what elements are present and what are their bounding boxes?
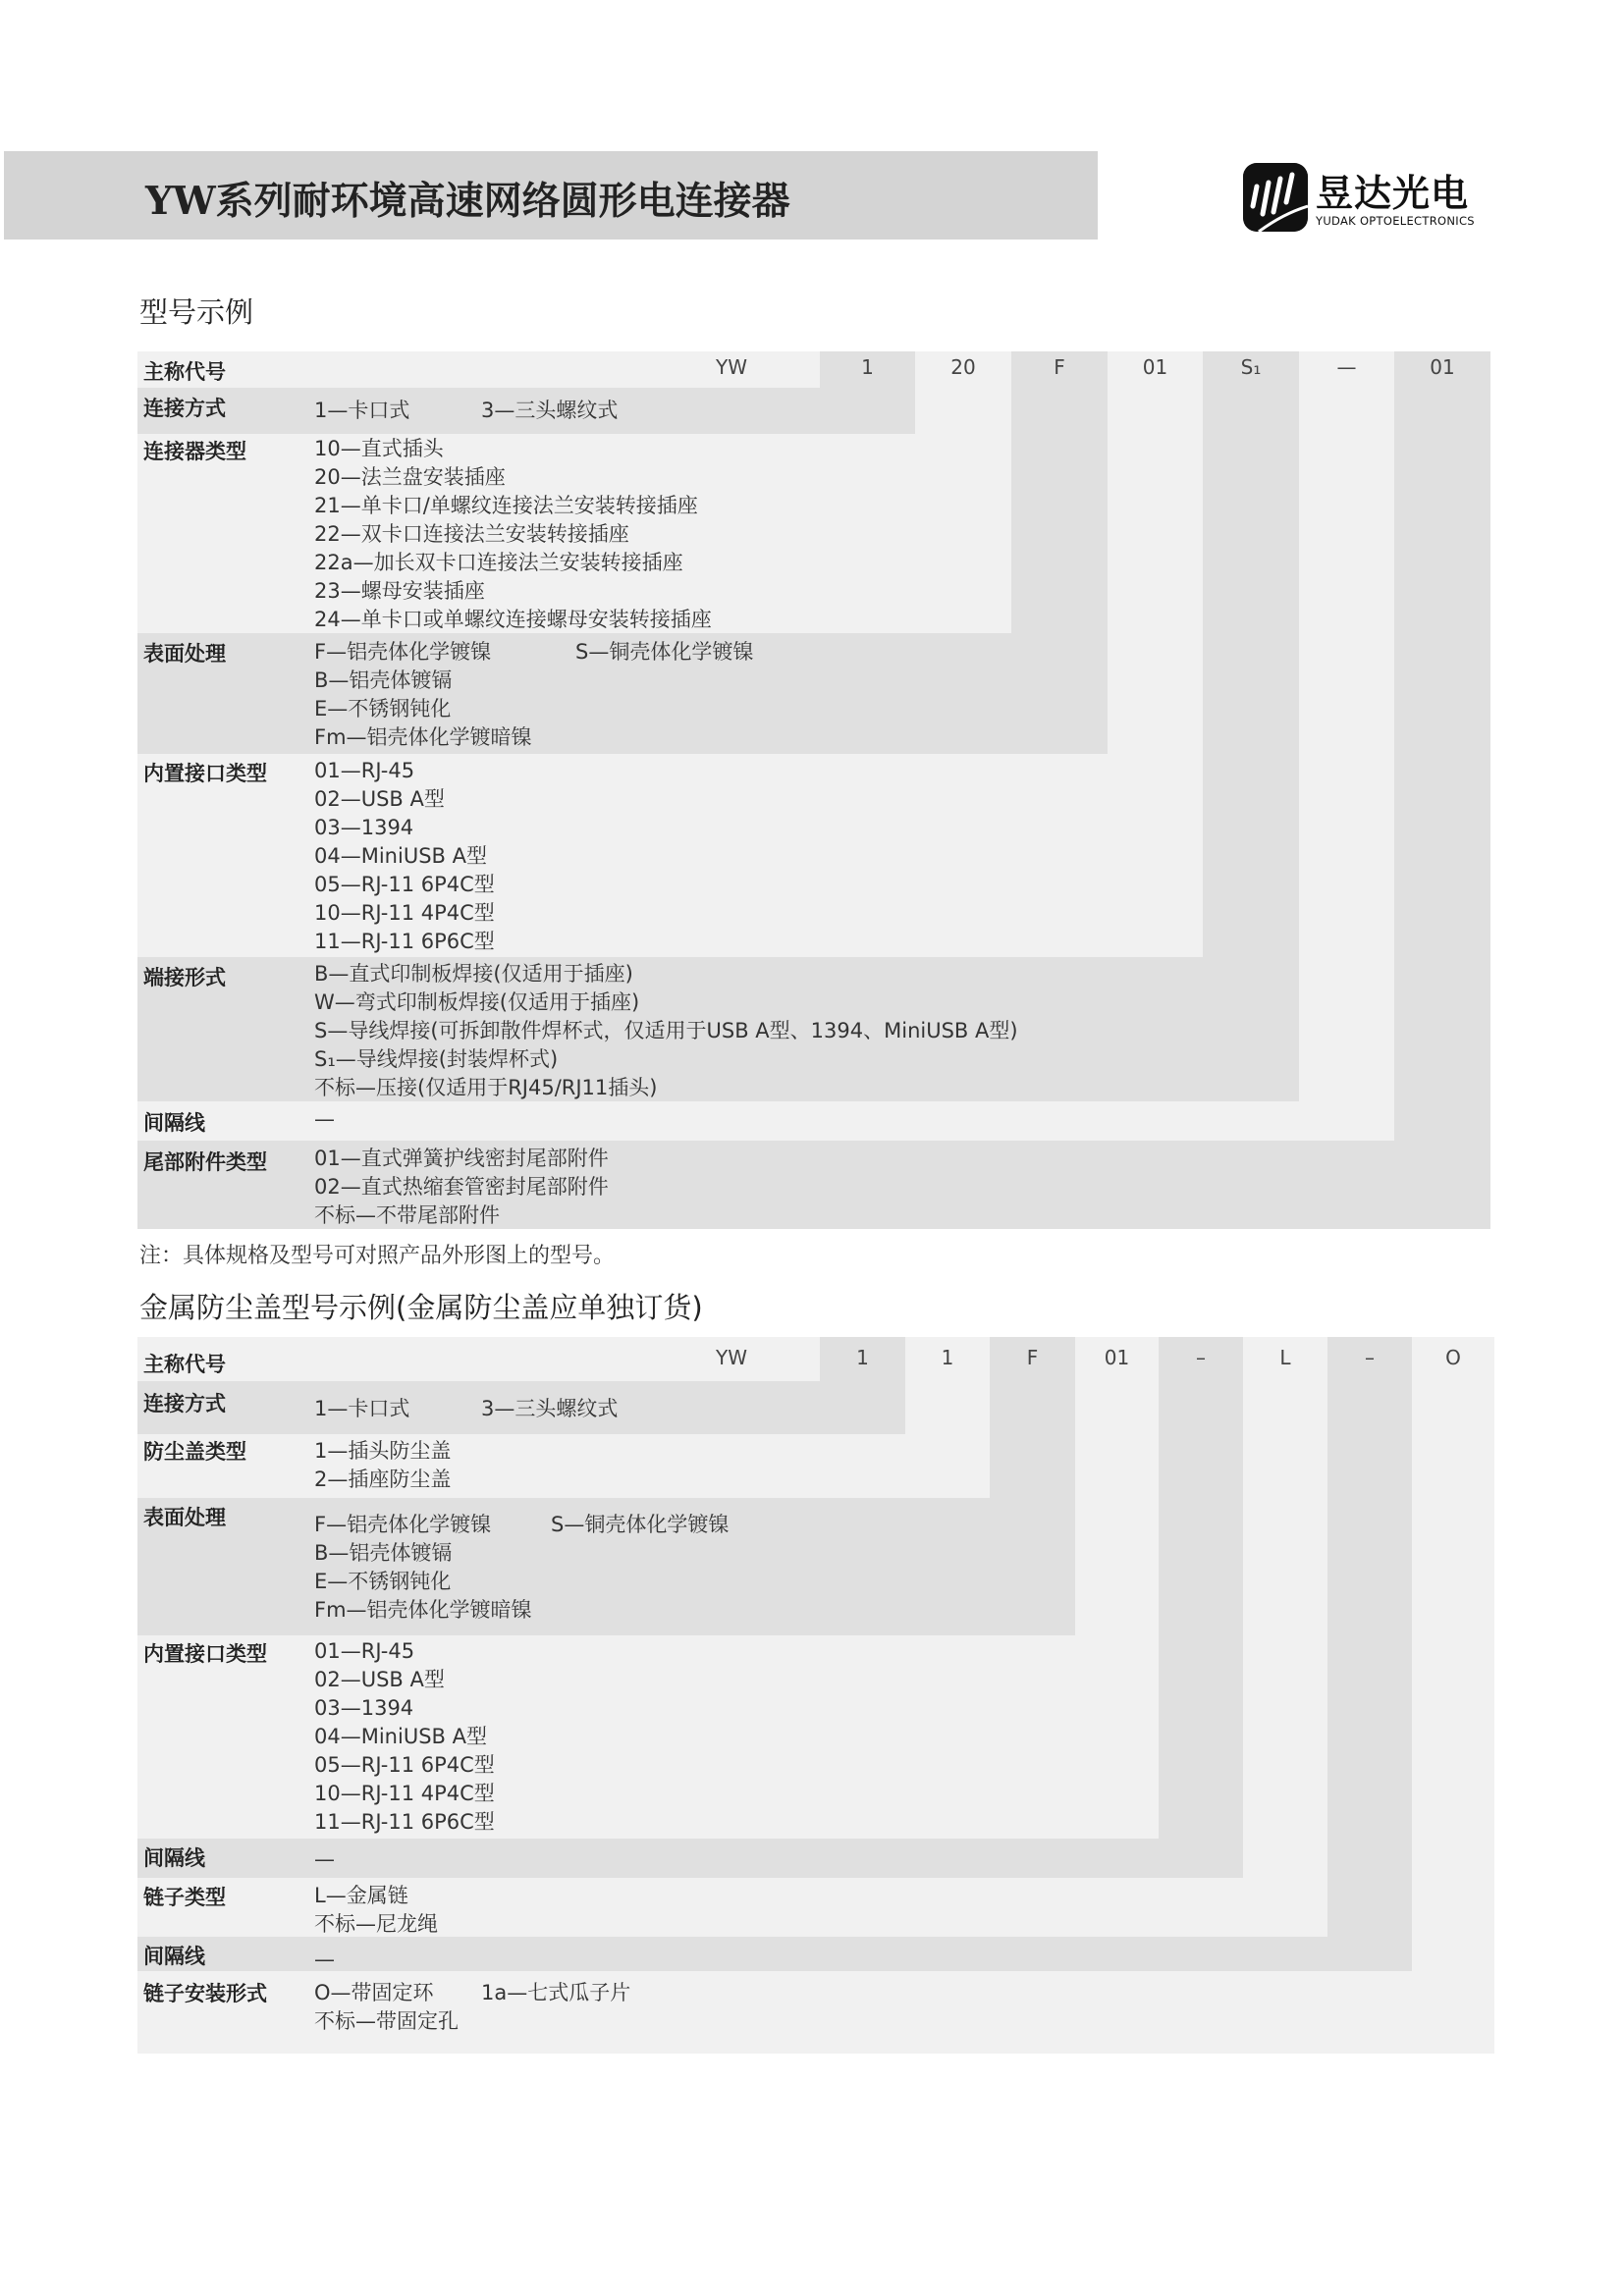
option-item: 01—RJ-45 bbox=[314, 759, 415, 782]
code-termination: S₁ bbox=[1240, 355, 1262, 379]
row-options bbox=[314, 638, 753, 752]
row-label: 表面处理 bbox=[143, 1506, 226, 1529]
option-item: S₁—导线焊接(封装焊杯式) bbox=[314, 1047, 559, 1071]
code-column-bg bbox=[1327, 1337, 1412, 1971]
code-tail-accessory: 01 bbox=[1430, 355, 1455, 379]
option-item: 11—RJ-11 6P6C型 bbox=[314, 930, 495, 953]
option-item: 1a—七式瓜子片 bbox=[481, 1981, 631, 2004]
row-label: 表面处理 bbox=[143, 642, 226, 666]
row-options bbox=[314, 1105, 335, 1134]
option-item: 21—单卡口/单螺纹连接法兰安装转接插座 bbox=[314, 494, 698, 517]
row-options bbox=[314, 1946, 335, 1974]
option-item: B—铝壳体镀镉 bbox=[314, 668, 453, 692]
row-label: 主称代号 bbox=[143, 360, 226, 384]
row-label: 尾部附件类型 bbox=[143, 1150, 267, 1174]
option-item: F—铝壳体化学镀镍 bbox=[314, 1513, 492, 1536]
option-item: 3—三头螺纹式 bbox=[481, 1397, 619, 1420]
code-chain-mount: O bbox=[1445, 1346, 1461, 1369]
row-label: 内置接口类型 bbox=[143, 1642, 267, 1666]
code-chain-type: L bbox=[1279, 1346, 1291, 1369]
option-item: 不标—带固定孔 bbox=[314, 2009, 459, 2033]
logo-name-en: YUDAK OPTOELECTRONICS bbox=[1316, 214, 1475, 228]
option-item: 05—RJ-11 6P4C型 bbox=[314, 1753, 495, 1777]
row-label: 连接方式 bbox=[143, 397, 226, 420]
option-item: 04—MiniUSB A型 bbox=[314, 1725, 487, 1748]
row-options bbox=[314, 1882, 438, 1939]
code-column-bg bbox=[1159, 1337, 1243, 1878]
code-separator: – bbox=[1196, 1346, 1206, 1369]
row-options bbox=[314, 1511, 729, 1625]
option-item: 02—USB A型 bbox=[314, 1668, 445, 1691]
option-item: 不标—不带尾部附件 bbox=[314, 1203, 500, 1227]
option-item: 02—USB A型 bbox=[314, 787, 445, 811]
row-label: 间隔线 bbox=[143, 1945, 205, 1968]
code-surface: F bbox=[1054, 355, 1065, 379]
code-separator: — bbox=[1336, 355, 1357, 379]
company-logo bbox=[1243, 163, 1498, 232]
code-separator: – bbox=[1365, 1346, 1375, 1369]
option-item: Fm—铝壳体化学镀暗镍 bbox=[314, 1598, 532, 1622]
option-item: 11—RJ-11 6P6C型 bbox=[314, 1810, 495, 1834]
row-options bbox=[314, 757, 495, 956]
table-row bbox=[137, 1635, 1159, 1839]
table-row bbox=[137, 1839, 1243, 1878]
section1-heading: 型号示例 bbox=[139, 295, 254, 329]
row-label: 链子类型 bbox=[143, 1886, 226, 1909]
option-item: 03—1394 bbox=[314, 1696, 414, 1720]
table-row bbox=[137, 754, 1203, 957]
row-options bbox=[314, 1637, 495, 1837]
logo-name-cn: 昱达光电 bbox=[1316, 172, 1470, 215]
option-item: 01—RJ-45 bbox=[314, 1639, 415, 1663]
section2-heading: 金属防尘盖型号示例(金属防尘盖应单独订货) bbox=[139, 1291, 703, 1324]
option-item: F—铝壳体化学镀镍 bbox=[314, 640, 492, 664]
option-item: 24—单卡口或单螺纹连接螺母安装转接插座 bbox=[314, 608, 712, 631]
option-item: S—铜壳体化学镀镍 bbox=[575, 640, 754, 664]
option-item: B—直式印制板焊接(仅适用于插座) bbox=[314, 962, 633, 986]
option-item: B—铝壳体镀镉 bbox=[314, 1541, 453, 1565]
page-title: YW系列耐环境高速网络圆形电连接器 bbox=[145, 179, 790, 224]
code-connection: 1 bbox=[856, 1346, 869, 1369]
row-options bbox=[314, 1979, 630, 2036]
row-options bbox=[314, 1437, 451, 1494]
row-options bbox=[314, 960, 1018, 1102]
option-item: O—带固定环 bbox=[314, 1981, 434, 2004]
code-column-bg bbox=[1243, 1337, 1327, 1937]
option-item: 02—直式热缩套管密封尾部附件 bbox=[314, 1175, 609, 1199]
row-options bbox=[314, 1395, 618, 1423]
row-label: 间隔线 bbox=[143, 1846, 205, 1870]
option-item: 10—RJ-11 4P4C型 bbox=[314, 1782, 495, 1805]
option-item: 不标—尼龙绳 bbox=[314, 1912, 438, 1936]
option-item: 05—RJ-11 6P4C型 bbox=[314, 873, 495, 896]
footnote: 注：具体规格及型号可对照产品外形图上的型号。 bbox=[139, 1244, 616, 1268]
code-connection: 1 bbox=[861, 355, 874, 379]
code-column-bg bbox=[1394, 351, 1490, 1229]
row-label: 间隔线 bbox=[143, 1111, 205, 1135]
code-column-bg bbox=[1299, 351, 1394, 1141]
option-item: S—导线焊接(可拆卸散件焊杯式，仅适用于USB A型、1394、MiniUSB A型) bbox=[314, 1019, 1018, 1042]
row-label: 内置接口类型 bbox=[143, 762, 267, 785]
code-surface: F bbox=[1026, 1346, 1039, 1369]
option-item: 23—螺母安装插座 bbox=[314, 579, 485, 603]
row-options bbox=[314, 397, 618, 425]
row-label: 链子安装形式 bbox=[143, 1982, 267, 2005]
row-label: 主称代号 bbox=[143, 1353, 226, 1376]
yudak-logo-icon bbox=[1243, 163, 1308, 232]
option-item: 1—插头防尘盖 bbox=[314, 1439, 452, 1463]
option-item: 03—1394 bbox=[314, 816, 414, 839]
code-prefix: YW bbox=[716, 355, 747, 379]
option-item: 10—直式插头 bbox=[314, 437, 444, 460]
option-item: 20—法兰盘安装插座 bbox=[314, 465, 506, 489]
code-column-bg bbox=[1412, 1337, 1494, 2054]
option-item: 1—卡口式 bbox=[314, 1397, 410, 1420]
option-item: 10—RJ-11 4P4C型 bbox=[314, 901, 495, 925]
option-item: W—弯式印制板焊接(仅适用于插座) bbox=[314, 990, 640, 1014]
option-item: S—铜壳体化学镀镍 bbox=[551, 1513, 730, 1536]
option-item: 3—三头螺纹式 bbox=[481, 399, 619, 422]
code-cap-type: 1 bbox=[941, 1346, 954, 1369]
code-prefix: YW bbox=[716, 1346, 747, 1369]
option-item: 22a—加长双卡口连接法兰安装转接插座 bbox=[314, 551, 683, 574]
option-item: E—不锈钢钝化 bbox=[314, 1570, 452, 1593]
option-item: 1—卡口式 bbox=[314, 399, 410, 422]
option-item: — bbox=[314, 1948, 335, 1971]
option-item: 04—MiniUSB A型 bbox=[314, 844, 487, 868]
option-item: 01—直式弹簧护线密封尾部附件 bbox=[314, 1147, 609, 1170]
option-item: — bbox=[314, 1107, 335, 1131]
row-options bbox=[314, 435, 712, 634]
code-interface: 01 bbox=[1104, 1346, 1130, 1369]
option-item: 2—插座防尘盖 bbox=[314, 1468, 452, 1491]
code-interface: 01 bbox=[1142, 355, 1168, 379]
option-item: 22—双卡口连接法兰安装转接插座 bbox=[314, 522, 629, 546]
row-label: 防尘盖类型 bbox=[143, 1440, 246, 1464]
row-label: 连接器类型 bbox=[143, 440, 246, 463]
table-row bbox=[137, 1434, 990, 1498]
option-item: Fm—铝壳体化学镀暗镍 bbox=[314, 725, 532, 749]
option-item: L—金属链 bbox=[314, 1884, 408, 1907]
option-item: 不标—压接(仅适用于RJ45/RJ11插头) bbox=[314, 1076, 658, 1099]
code-connector-type: 20 bbox=[950, 355, 976, 379]
row-label: 连接方式 bbox=[143, 1392, 226, 1415]
row-options bbox=[314, 1845, 335, 1874]
option-item: E—不锈钢钝化 bbox=[314, 697, 452, 721]
row-label: 端接形式 bbox=[143, 966, 226, 989]
row-options bbox=[314, 1145, 609, 1230]
option-item: — bbox=[314, 1847, 335, 1871]
